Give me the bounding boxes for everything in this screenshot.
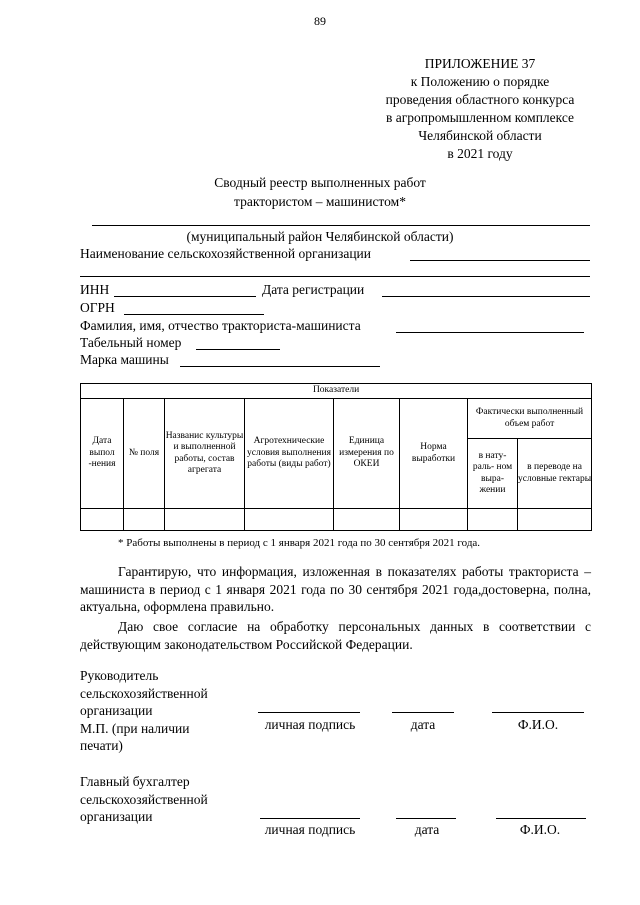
role-line: печати) — [80, 738, 123, 753]
appendix-line: Челябинской области — [418, 128, 542, 143]
header-natural: в нату- раль- ном выра- жении — [468, 439, 518, 509]
accountant-name-label: Ф.И.О. — [519, 822, 561, 837]
header-field-number: № поля — [124, 399, 165, 509]
table-cell[interactable] — [468, 509, 518, 531]
machine-label: Марка машины — [80, 352, 169, 367]
role-line: М.П. (при наличии — [80, 720, 190, 736]
table-cell[interactable] — [245, 509, 334, 531]
accountant-signature-label: личная подпись — [264, 822, 356, 837]
head-date-label: дата — [410, 717, 436, 732]
reg-date-field[interactable] — [382, 296, 590, 297]
role-line: организации — [80, 809, 153, 824]
consent-paragraph: Даю свое согласие на обработку персональных данных в соответствии с действующим законодательством Российской Федерации. — [80, 619, 591, 652]
head-signature-line[interactable] — [258, 712, 360, 713]
title-line-2: трактористом – машинистом* — [234, 194, 406, 209]
org-name-field[interactable] — [410, 260, 590, 261]
org-name-field-line2[interactable] — [80, 276, 590, 277]
appendix-title: ПРИЛОЖЕНИЕ 37 — [424, 56, 536, 71]
table-cell[interactable] — [124, 509, 165, 531]
register-table — [80, 383, 592, 531]
role-line: сельскохозяйственной — [80, 791, 208, 807]
role-line: Главный бухгалтер — [80, 774, 190, 789]
title-line-1: Сводный реестр выполненных работ — [214, 175, 426, 190]
ogrn-label: ОГРН — [80, 300, 115, 315]
head-signatory-role — [80, 667, 240, 755]
ogrn-field[interactable] — [124, 314, 264, 315]
inn-label: ИНН — [80, 282, 110, 297]
accountant-signatory-role — [80, 773, 240, 826]
head-name-label: Ф.И.О. — [517, 717, 559, 732]
header-agro-conditions: Агротехнические условия выполнения работы (виды работ) — [245, 399, 334, 509]
tab-number-field[interactable] — [196, 349, 280, 350]
municipality-field-line[interactable] — [92, 225, 590, 226]
head-name-line[interactable] — [492, 712, 584, 713]
head-signature-label: личная подпись — [264, 717, 356, 732]
table-cell[interactable] — [518, 509, 592, 531]
fio-label: Фамилия, имя, отчество тракториста-машиниста — [80, 318, 361, 333]
reg-date-label: Дата регистрации — [262, 282, 365, 297]
header-indicators: Показатели — [81, 384, 592, 399]
table-cell[interactable] — [81, 509, 124, 531]
role-line: сельскохозяйственной — [80, 685, 208, 701]
head-date-line[interactable] — [392, 712, 454, 713]
table-cell[interactable] — [165, 509, 245, 531]
header-actual-volume: Фактически выполненный объем работ — [468, 399, 592, 439]
accountant-date-label: дата — [414, 822, 440, 837]
appendix-line: в 2021 году — [447, 146, 513, 161]
page-number: 89 — [314, 14, 326, 28]
appendix-header — [375, 55, 585, 163]
guarantee-paragraph: Гарантирую, что информация, изложенная в показателях работы тракториста – машиниста в период с 1 января 2021 года по 30 сентября 2021 года,достоверна, полна, актуальна, оформлена правильно. — [80, 564, 591, 614]
header-unit: Единица измерения по ОКЕИ — [334, 399, 400, 509]
machine-field[interactable] — [180, 366, 380, 367]
appendix-line: проведения областного конкурса — [385, 92, 575, 107]
footnote: * Работы выполнены в период с 1 января 2021 года по 30 сентября 2021 года. — [118, 537, 481, 549]
header-crop: Названис культуры и выполненной работы, состав агрегата — [165, 399, 245, 509]
accountant-name-line[interactable] — [496, 818, 586, 819]
document-title — [0, 173, 640, 211]
org-name-label: Наименование сельскохозяйственной организации — [80, 246, 372, 261]
tab-number-label: Табельный номер — [80, 335, 182, 350]
role-line: Руководитель — [80, 668, 159, 683]
inn-field[interactable] — [114, 296, 256, 297]
header-date: Дата выпол -нения — [81, 399, 124, 509]
accountant-date-line[interactable] — [396, 818, 456, 819]
table-cell[interactable] — [400, 509, 468, 531]
fio-field[interactable] — [396, 332, 584, 333]
appendix-line: к Положению о порядке — [410, 74, 550, 89]
appendix-line: в агропромышленном комплексе — [385, 110, 575, 125]
header-norm: Норма выработки — [400, 399, 468, 509]
accountant-signature-line[interactable] — [260, 818, 360, 819]
municipality-hint: (муниципальный район Челябинской области) — [186, 229, 454, 244]
table-cell[interactable] — [334, 509, 400, 531]
header-hectares: в переводе на условные гектары — [518, 439, 592, 509]
role-line: организации — [80, 703, 153, 718]
